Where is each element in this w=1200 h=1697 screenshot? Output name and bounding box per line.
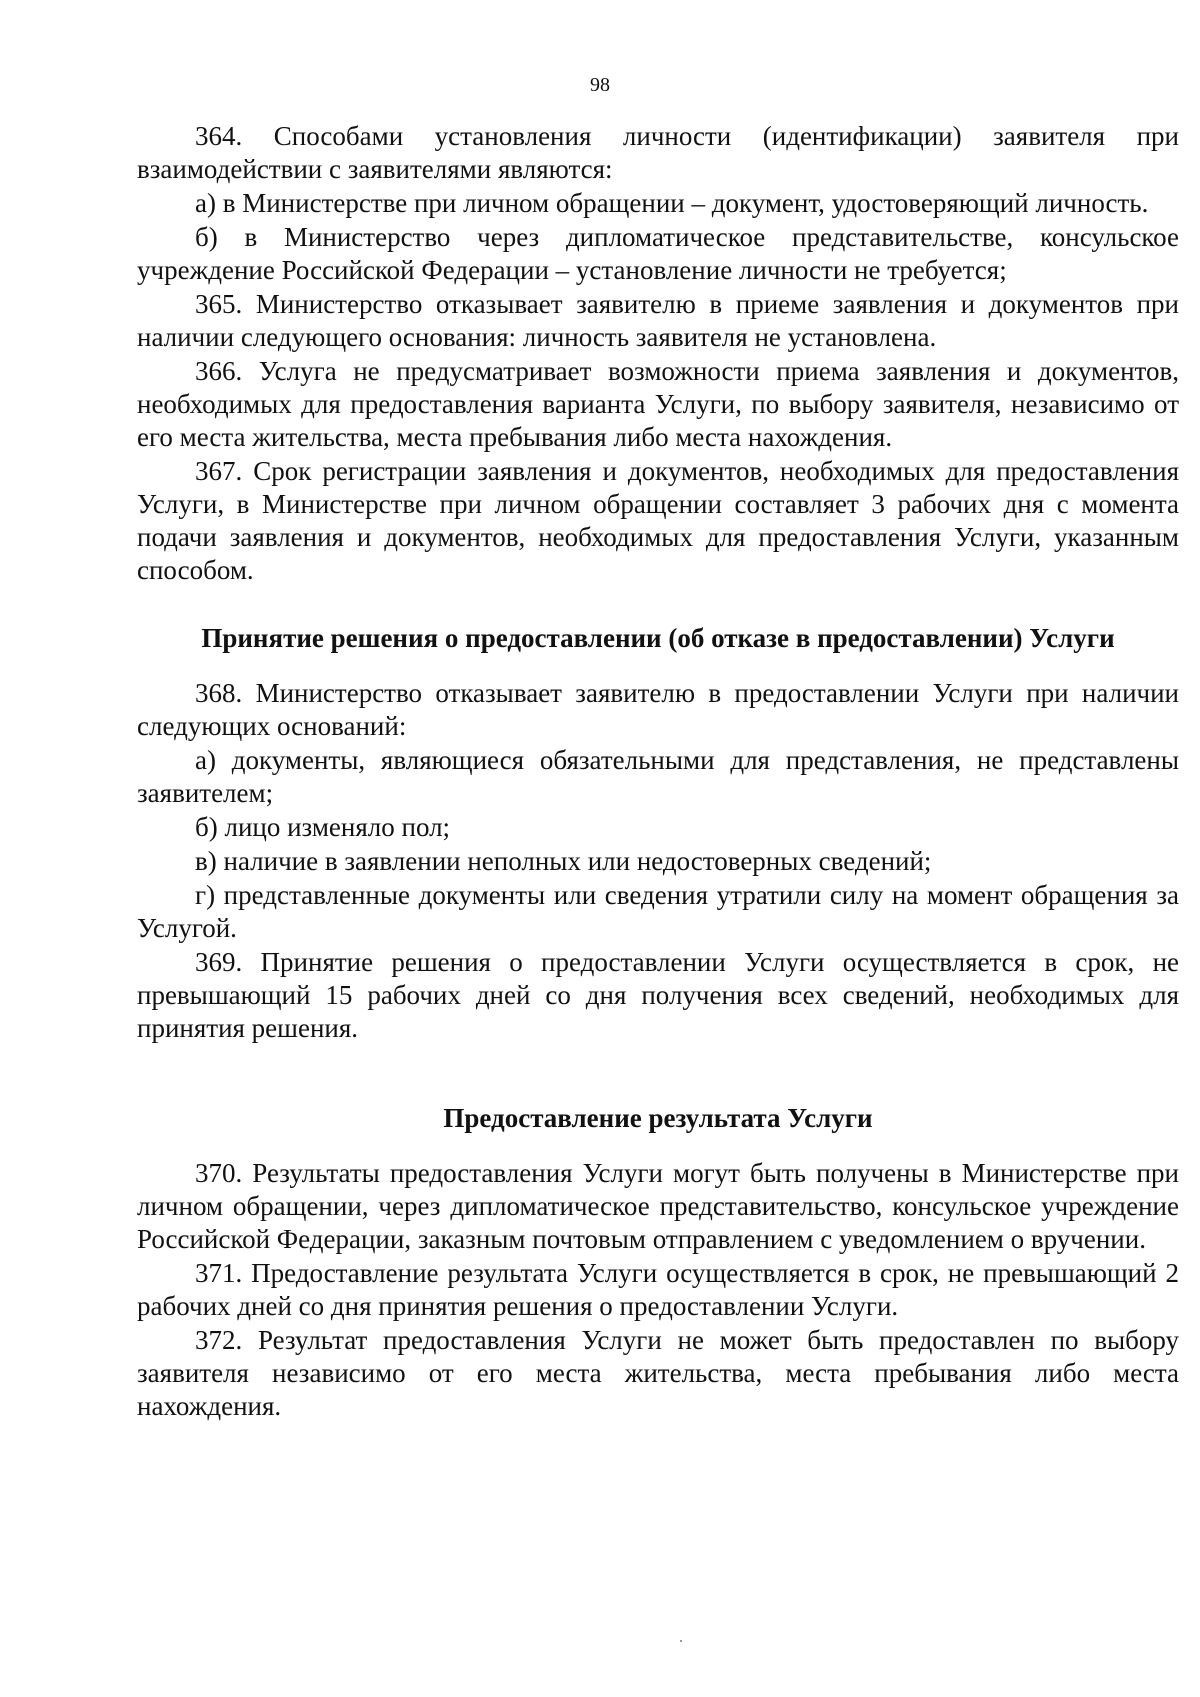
paragraph-370: 370. Результаты предоставления Услуги могут быть получены в Министерстве при личном обращении, через дипломатическое представительство, консульское учреждение Российской Федерации, заказным почтовым отправлением с уведомлением о вручении. (137, 1158, 1179, 1254)
paragraph-368: 368. Министерство отказывает заявителю в предоставлении Услуги при наличии следующих оснований: (137, 678, 1179, 741)
paragraph-368-item-b: б) лицо изменяло пол; (195, 812, 451, 842)
paragraph-367: 367. Срок регистрации заявления и документов, необходимых для предоставления Услуги, в Министерстве при личном обращении составляет 3 рабочих дня с момента подачи заявления и документов, необходимых для предоставления Услуги, указанным способом. (137, 456, 1179, 585)
paragraph-368-item-g: г) представленные документы или сведения утратили силу на момент обращения за Услугой. (137, 880, 1179, 943)
scan-artifact-dot (680, 1640, 682, 1642)
paragraph-365: 365. Министерство отказывает заявителю в приеме заявления и документов при наличии следующего основания: личность заявителя не установлена. (137, 289, 1179, 352)
page-number: 98 (590, 74, 610, 96)
paragraph-364: 364. Способами установления личности (идентификации) заявителя при взаимодействии с заявителями являются: (137, 121, 1179, 184)
paragraph-368-item-v: в) наличие в заявлении неполных или недостоверных сведений; (195, 846, 932, 876)
paragraph-371: 371. Предоставление результата Услуги осуществляется в срок, не превышающий 2 рабочих дней со дня принятия решения о предоставлении Услуги. (137, 1258, 1179, 1321)
paragraph-372: 372. Результат предоставления Услуги не может быть предоставлен по выбору заявителя независимо от его места жительства, места пребывания либо места нахождения. (137, 1325, 1179, 1421)
paragraph-364-item-b: б) в Министерство через дипломатическое представительстве, консульское учреждение Российской Федерации – установление личности не требуется; (137, 222, 1179, 285)
paragraph-364-item-a: а) в Министерстве при личном обращении – документ, удостоверяющий личность. (195, 188, 1149, 218)
section-heading-result: Предоставление результата Услуги (443, 1103, 873, 1133)
document-body (137, 120, 1179, 1424)
paragraph-368-item-a: а) документы, являющиеся обязательными для представления, не представлены заявителем; (137, 745, 1179, 808)
paragraph-366: 366. Услуга не предусматривает возможности приема заявления и документов, необходимых для предоставления варианта Услуги, по выбору заявителя, независимо от его места жительства, места пребывания либо места нахождения. (137, 356, 1179, 452)
paragraph-369: 369. Принятие решения о предоставлении Услуги осуществляется в срок, не превышающий 15 рабочих дней со дня получения всех сведений, необходимых для принятия решения. (137, 947, 1179, 1043)
section-heading-decision: Принятие решения о предоставлении (об отказе в предоставлении) Услуги (201, 623, 1115, 653)
